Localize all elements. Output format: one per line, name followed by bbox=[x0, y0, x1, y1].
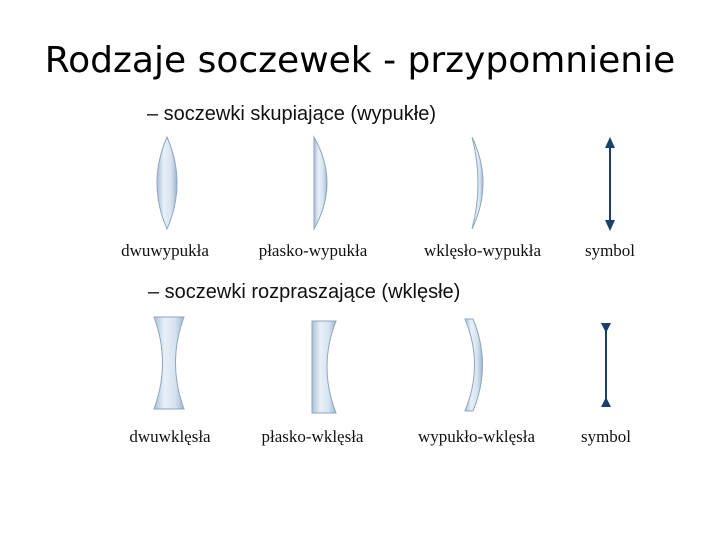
plano-convex-lens bbox=[314, 137, 327, 229]
caption-symbol-converging: symbol bbox=[584, 241, 636, 260]
biconcave-lens bbox=[154, 317, 184, 409]
caption-convex-concave: wypukło-wklęsła bbox=[417, 427, 536, 446]
converging-lens-symbol bbox=[605, 137, 615, 231]
caption-plano-convex: płasko-wypukła bbox=[258, 241, 368, 260]
page-title: Rodzaje soczewek - przypomnienie bbox=[44, 40, 676, 81]
caption-symbol-diverging: symbol bbox=[580, 427, 632, 446]
concave-convex-lens bbox=[472, 137, 483, 229]
diverging-heading: – soczewki rozpraszające (wklęsłe) bbox=[148, 281, 461, 303]
caption-biconcave: dwuwklęsła bbox=[129, 427, 211, 446]
biconvex-lens bbox=[157, 137, 177, 229]
caption-concave-convex: wklęsło-wypukła bbox=[423, 241, 542, 260]
convex-concave-lens bbox=[465, 319, 483, 411]
diverging-lens-symbol bbox=[601, 323, 611, 407]
lens-diagram bbox=[100, 95, 655, 465]
caption-biconvex: dwuwypukła bbox=[121, 241, 209, 260]
plano-concave-lens bbox=[312, 321, 336, 413]
caption-plano-concave: płasko-wklęsła bbox=[261, 427, 364, 446]
converging-heading: – soczewki skupiające (wypukłe) bbox=[147, 103, 437, 125]
lens-types-figure bbox=[100, 95, 655, 465]
